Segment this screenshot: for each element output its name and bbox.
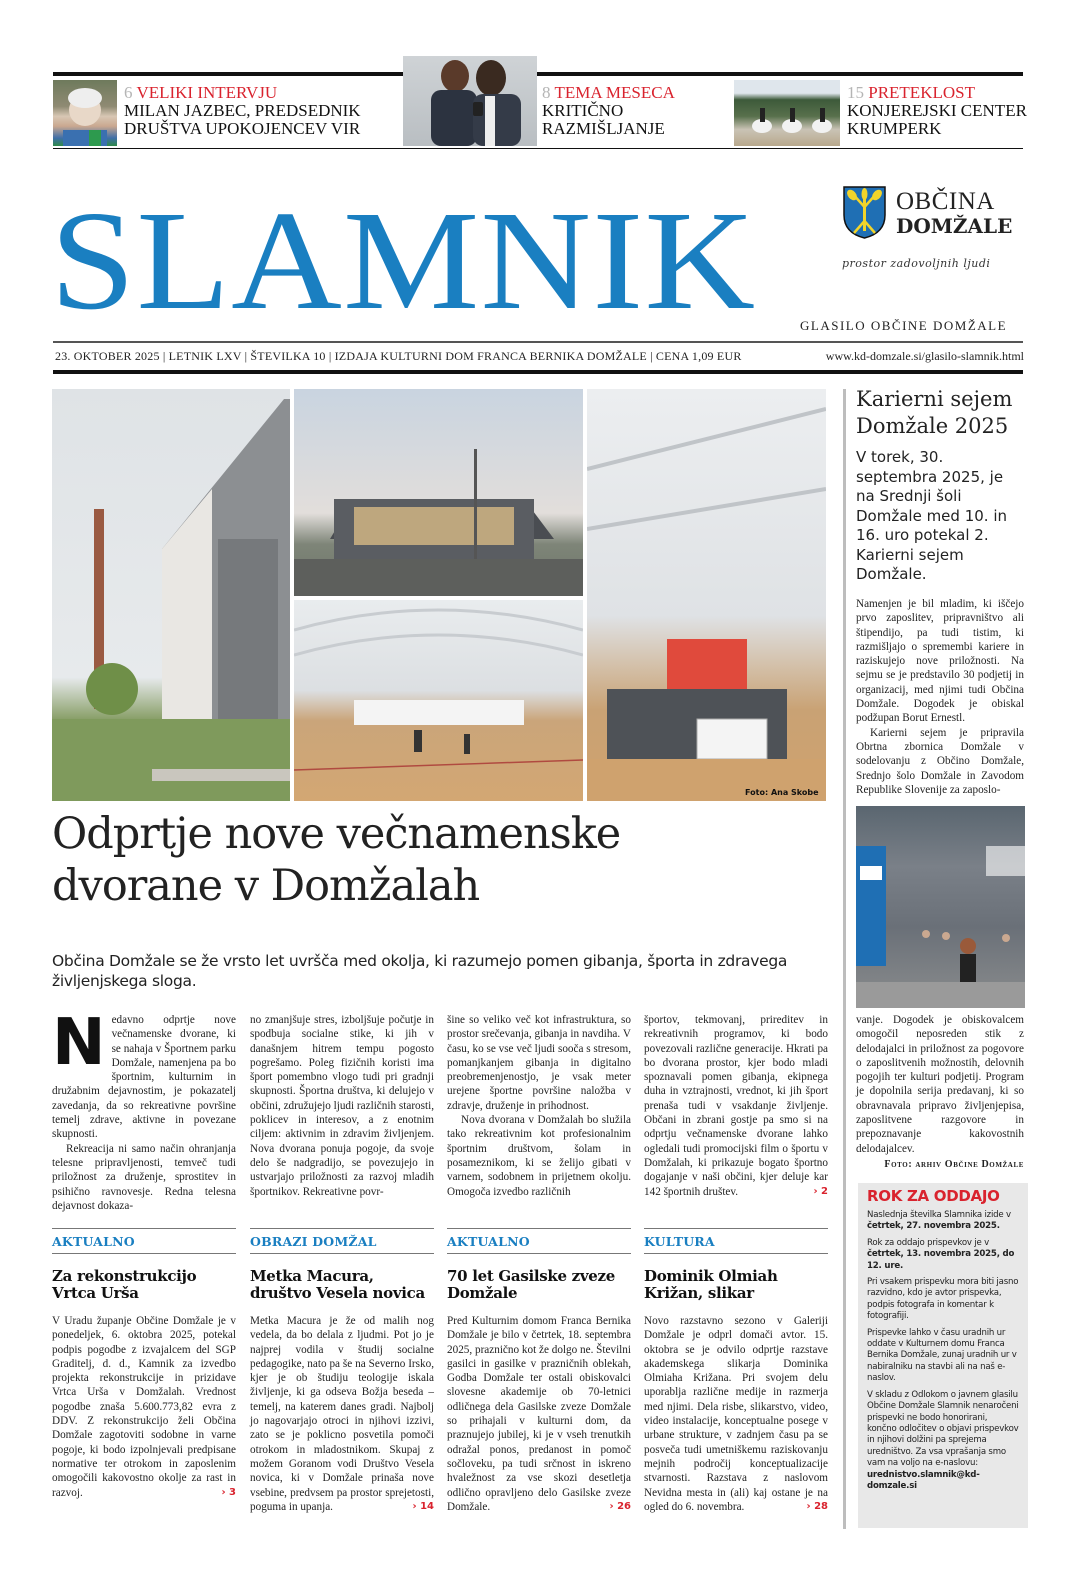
section-body-text: Metka Macura je že od malih nog vedela, da bo delala z ljudmi. Pot jo je najprej vodila v študij socialne pedagogike, nato pa še na Severno Irsko, kjer je ob študiju teologije iskala življenje, ki ga odseva Božja beseda – temelj, na katerem danes gradi. Najbolj jo nagovarjajo otroci in njihovi izzivi, zato se je poklicno posvetila pomoči otrokom in mladostnikom. Skupaj z možem Goranom vodi Društvo Vesela novica, ki v Domžale prinaša nove vsebine, predvsem pa prostor sprejetosti, poguma in upanja. bbox=[250, 1315, 434, 1513]
deadline-requirements: Pri vsakem prispevku mora biti jasno razvidno, kdo je avtor prispevka, podpis fotografa in komentar k fotografiji. bbox=[867, 1277, 1019, 1322]
teaser-kicker: PRETEKLOST bbox=[868, 83, 975, 102]
website-link[interactable]: www.kd-domzale.si/glasilo-slamnik.html bbox=[825, 349, 1024, 363]
lead-col1-paragraph1: edavno odprtje nove večnamenske dvorane, ki se nahaja v Športnem parku Domžale, namenjena pa bo športnim, kulturnim in družabnim dejavnostim, je pokazatelj zavedanja, da so rekreativne površine temelj zdrave, aktivne in povezane skupnosti. bbox=[52, 1014, 236, 1141]
section-headline: Dominik Olmiah Križan, slikar bbox=[644, 1267, 778, 1302]
section-headline: 70 let Gasilske zveze Domžale bbox=[447, 1267, 616, 1302]
sidebar-divider bbox=[843, 389, 846, 1529]
teaser-kicker: TEMA MESECA bbox=[554, 83, 675, 102]
logo-slogan: prostor zadovoljnih ljudi bbox=[842, 257, 991, 270]
sidebar-photo-credit: Foto: arhiv Občine Domžale bbox=[884, 1158, 1024, 1170]
continue-link[interactable]: › 3 bbox=[221, 1486, 236, 1498]
hall-interior-gallery-photo[interactable] bbox=[587, 389, 826, 801]
section-culture[interactable] bbox=[644, 1228, 828, 1514]
section-kindergarten[interactable] bbox=[52, 1228, 236, 1500]
section-body bbox=[447, 1314, 631, 1514]
section-body bbox=[644, 1314, 828, 1514]
hall-exterior-side-photo[interactable] bbox=[52, 389, 290, 801]
hall-exterior-dusk-photo[interactable] bbox=[294, 389, 583, 596]
teaser-headline: KRITIČNO RAZMIŠLJANJE bbox=[542, 101, 665, 138]
header-bottom-rule bbox=[53, 370, 1023, 374]
deadline-title: ROK ZA ODDAJO bbox=[867, 1187, 1000, 1205]
next-issue-date: četrtek, 27. novembra 2025. bbox=[867, 1221, 1000, 1232]
deadline-next-issue bbox=[867, 1210, 1019, 1233]
teaser-history[interactable] bbox=[847, 84, 1027, 138]
section-label: OBRAZI DOMŽAL bbox=[250, 1234, 377, 1249]
teaser-headline: KONJEREJSKI CENTER KRUMPERK bbox=[847, 101, 1027, 138]
lead-column-2 bbox=[250, 1013, 434, 1199]
lead-headline-line2: dvorane v Domžalah bbox=[52, 861, 480, 911]
teaser-headline: MILAN JAZBEC, PREDSEDNIK DRUŠTVA UPOKOJENCEV VIR bbox=[124, 101, 361, 138]
section-headline: Metka Macura, društvo Vesela novica bbox=[250, 1267, 425, 1302]
teaser-kicker: VELIKI INTERVJU bbox=[136, 83, 278, 102]
teaser-page-number: 8 bbox=[542, 83, 551, 102]
section-bottom-rule bbox=[447, 1253, 631, 1254]
gallery-illustration bbox=[587, 389, 826, 801]
logo-town: DOMŽALE bbox=[896, 214, 1013, 238]
section-body bbox=[52, 1314, 236, 1500]
sidebar-text-1 bbox=[856, 597, 1024, 797]
lead-col4-paragraph bbox=[644, 1013, 828, 1199]
sidebar-paragraph2: Karierni sejem je pripravila Obrtna zbornica Domžale v sodelovanju z Občino Domžale, Srednjo šolo Domžale in Zavodom Republike Slovenije za zaposlo- bbox=[856, 726, 1024, 796]
hall-interior-court-photo[interactable] bbox=[294, 600, 583, 801]
career-fair-illustration bbox=[856, 806, 1025, 1008]
sidebar-lede: V torek, 30. septembra 2025, je na Srednji šoli Domžale med 10. in 16. uro potekal 2. Karierni sejem Domžale. bbox=[856, 448, 1007, 583]
sidebar-headline: Karierni sejem Domžale 2025 bbox=[856, 387, 1013, 438]
section-headline: Za rekonstrukcijo Vrtca Urša bbox=[52, 1267, 197, 1302]
lead-lede: Občina Domžale se že vrsto let uvršča med okolja, ki razumejo pomen gibanja, športa in zdravega življenjskega sloga. bbox=[52, 952, 788, 990]
girls-illustration bbox=[403, 56, 537, 146]
lead-column-4 bbox=[644, 1013, 828, 1199]
submission-text: Rok za oddajo prispevkov je v bbox=[867, 1237, 989, 1248]
section-portrait[interactable] bbox=[250, 1228, 434, 1514]
continue-link[interactable]: › 26 bbox=[609, 1500, 631, 1512]
policy-text: V skladu z Odlokom o javnem glasilu Občine Domžale Slamnik nenaročeni prispevki ne bodo honorirani, končno odločitev o objavi prispevkov in njihovi dolžini pa sprejema uredništvo. Za vsa vprašanja smo vam na voljo na e-naslovu: bbox=[867, 1389, 1019, 1469]
section-bottom-rule bbox=[52, 1253, 236, 1254]
deadline-box bbox=[858, 1183, 1028, 1528]
court-illustration bbox=[294, 600, 583, 801]
portrait-illustration bbox=[53, 80, 117, 146]
teaser-portrait-photo[interactable] bbox=[53, 80, 117, 146]
next-issue-text: Naslednja številka Slamnika izide v bbox=[867, 1210, 1011, 1220]
section-label: AKTUALNO bbox=[447, 1234, 530, 1249]
deadline-submission bbox=[867, 1238, 1019, 1272]
section-body-text: Pred Kulturnim domom Franca Bernika Domžale je bilo v četrtek, 18. septembra 2025, praznično kot že dolgo ne. Številni gasilci in gasilke v prazničnih oblekah, Godba Domžale ter ostali obiskovalci slovesne akademije ob 70-letnici odličnega dela Gasilske zveze Domžale so prihajali v kulturni dom, da praznujejo jubilej, ki je v vseh trenutkih odražal ponos, predanost in pomoč sočloveku, pa tudi srčnost in iskreno hvaležnost za vse skozi desetletja odlično opravljeno delo Gasilske zveze Domžale. bbox=[447, 1315, 631, 1513]
continue-link[interactable]: › 2 bbox=[813, 1185, 828, 1197]
lead-col4-text: športov, tekmovanj, prireditev in rekreativnih programov, ki bodo povezovali različne generacije. Hkrati pa bo dvorana prostor, kjer bodo mladi spoznavali pomen gibanja, ekipnega duha in vztrajnosti, vrednot, ki jih šport prenaša tudi v vsakdanje življenje. Občani in zbrani gostje pa smo si na odprtju večnamenske dvorane lahko ogledali tudi promocijski film o športu v Domžalah, ki prikazuje bogato športno dogajanje v naši občini, kjer deluje kar 142 športnih društev. bbox=[644, 1014, 828, 1198]
teaser-interview[interactable] bbox=[124, 84, 384, 138]
issue-info: 23. OKTOBER 2025 | LETNIK LXV | ŠTEVILKA 10 | IZDAJA KULTURNI DOM FRANCA BERNIKA DOMŽALE | CENA 1,09 EUR bbox=[55, 349, 742, 363]
deadline-policy bbox=[867, 1390, 1019, 1493]
teaser-page-number: 6 bbox=[124, 83, 133, 102]
top-thick-rule bbox=[53, 72, 1023, 76]
section-body-text: V Uradu županje Občine Domžale je v ponedeljek, 6. oktobra 2025, potekal podpis pogodbe z izvajalcem del SGP Graditelj, d. d., Kamnik za izvedbo projekta rekonstrukcije in prizidave Vrtca Urša v Domžalah. Vrednost pogodbe znaša 5.600.773,82 evra z DDV. Z rekonstrukcijo želi Občina Domžale zagotoviti sodobne in varne pogoje, ki bodo izpolnjevali predpisane normative ter otrokom in zaposlenim omogočili kakovostno okolje za rast in razvoj. bbox=[52, 1315, 236, 1499]
teaser-girls-photo[interactable] bbox=[403, 56, 537, 146]
editorial-email-link[interactable]: urednistvo.slamnik@kd-domzale.si bbox=[867, 1469, 980, 1491]
section-bottom-rule bbox=[644, 1253, 828, 1254]
teaser-page-number: 15 bbox=[847, 83, 864, 102]
section-body-text: Novo razstavno sezono v Galeriji Domžale je odprl domači avtor. 15. oktobra se je odvilo odprtje razstave akademskega slikarja Dominika Olmiaha Križana. Pri svojem delu uporablja različne medije in razmerja med njimi. Dela risbe, slikarstvo, video, video instalacije, konceptualne posege v urbane strukture, v zadnjem času pa se posveča tudi umetniškemu raziskovanju mejnih področij konceptualizacije stvarnosti. Razstava z naslovom Nevidna mesta in (ali) kaj ostane je na ogled do 6. novembra. bbox=[644, 1315, 828, 1513]
section-label: AKTUALNO bbox=[52, 1234, 135, 1249]
masthead-rule bbox=[53, 341, 1023, 343]
continue-link[interactable]: › 28 bbox=[806, 1500, 828, 1512]
lead-column-3 bbox=[447, 1013, 631, 1199]
hall-dusk-illustration bbox=[294, 389, 583, 596]
logo-municipality: OBČINA bbox=[896, 188, 995, 215]
career-fair-photo[interactable] bbox=[856, 806, 1025, 1008]
masthead-subtitle: GLASILO OBČINE DOMŽALE bbox=[800, 318, 1008, 333]
masthead-title: SLAMNIK bbox=[50, 181, 757, 339]
lead-col1-paragraph2: Rekreacija ni samo način ohranjanja telesne pripravljenosti, temveč tudi priložnost za druženje, sprostitev in psihično ravnovesje. Redna telesna dejavnost dokaza- bbox=[52, 1142, 236, 1212]
hall-side-illustration bbox=[52, 389, 290, 801]
horses-illustration bbox=[734, 80, 840, 146]
lead-col2-paragraph: no zmanjšuje stres, izboljšuje počutje in spodbuja socialne stike, ki jih v današnjem hitrem tempu pogosto pogrešamo. Poleg fizičnih koristi ima šport pomembno vlogo tudi pri gradnji skupnosti. Športna društva, ki delujejo v občini, združujejo ljudi različnih starosti, poklicev in interesov, a z enotnim ciljem: aktivnim in zdravim življenjem. Nova dvorana ponuja pogoje, da svoje delo še nadgradijo, se povezujejo in ustvarjajo priložnosti za razvoj mladih športnikov. Rekreativne povr- bbox=[250, 1014, 434, 1198]
submission-date: četrtek, 13. novembra 2025, do 12. ure. bbox=[867, 1249, 1015, 1271]
teaser-topic[interactable] bbox=[542, 84, 712, 138]
lead-col3-paragraph2: Nova dvorana v Domžalah bo služila tako rekreativnim kot profesionalnim športnim društvom, šolam in posameznikom, ki se želijo gibati v varnem, sodobnem in prijetnem okolju. Omogoča izvedbo različnih bbox=[447, 1114, 631, 1198]
deadline-where: Prispevke lahko v času uradnih ur oddate v Kulturnem domu Franca Bernika Domžale, zunaj uradnih ur v nabiralniku na stavbi ali na naš e-naslov. bbox=[867, 1327, 1017, 1384]
section-body bbox=[250, 1314, 434, 1514]
sidebar-paragraph3: vanje. Dogodek je obiskovalcem omogočil neposreden stik z delodajalci in priložnost za pogovore o zaposlitvenih možnostih, delovnih pogojih ter kulturi podjetij. Program je dopolnila serija predavanj, ki so obravnavala pripravo življenjepisa, zaposlitvene razgovore in prepoznavanje kakovostnih delodajalcev. bbox=[856, 1014, 1024, 1155]
teaser-bottom-rule bbox=[53, 148, 1023, 149]
teaser-horses-photo[interactable] bbox=[734, 80, 840, 146]
lead-headline-line1: Odprtje nove večnamenske bbox=[52, 809, 621, 859]
drop-cap: N bbox=[52, 1006, 106, 1080]
lead-column-1 bbox=[52, 1006, 236, 1213]
section-bottom-rule bbox=[250, 1253, 434, 1254]
section-label: KULTURA bbox=[644, 1234, 715, 1249]
photo-credit: Foto: Ana Skobe bbox=[745, 788, 819, 797]
continue-link[interactable]: › 14 bbox=[412, 1500, 434, 1512]
section-firefighters[interactable] bbox=[447, 1228, 631, 1514]
sidebar-paragraph1: Namenjen je bil mladim, ki iščejo prvo zaposlitev, pripravništvo ali štipendijo, pa tudi tistim, ki razmišljajo o spremembi kariere in raziskujejo nove priložnosti. Na sejmu se je predstavilo 30 podjetij in organizacij, med njimi tudi Občina Domžale. Dogodek je obiskal podžupan Borut Ernestl. bbox=[856, 598, 1024, 725]
lead-col3-paragraph1: šine so veliko več kot infrastruktura, so prostor srečevanja, gibanja in navdiha. V času, ko se vse več ljudi sooča s stresom, pomanjkanjem gibanja in digitalno preobremenjenostjo, je vsak meter urejene športne površine naložba v zdravje, druženje in prihodnost. bbox=[447, 1014, 631, 1112]
coat-of-arms-icon bbox=[842, 185, 887, 239]
sidebar-text-2 bbox=[856, 1013, 1024, 1172]
lead-headline bbox=[52, 808, 620, 912]
